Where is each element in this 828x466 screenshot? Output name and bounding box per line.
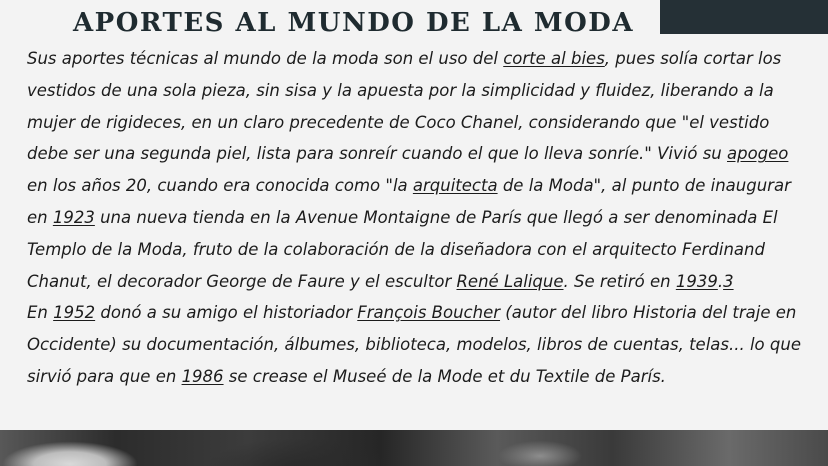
link-1952[interactable]: 1952: [53, 303, 96, 323]
text-segment: , pues solía cortar los vestidos de una sola pieza, sin sisa y la apuesta por la simplicidad y fluidez, liberando a la mujer de rigideces, en un claro precedente de Coco Chanel, considerando que "el vestido debe ser una segunda piel, lista para sonreír cuando el que lo lleva sonríe." Vivió su: [27, 49, 782, 164]
link-apogeo[interactable]: apogeo: [727, 144, 789, 164]
paragraph-aportes: [27, 43, 812, 297]
text-segment: .: [717, 271, 724, 291]
link-1923[interactable]: 1923: [52, 207, 95, 227]
text-segment: Sus aportes técnicas al mundo de la moda son el uso del: [27, 49, 504, 68]
text-segment: (autor del libro Historia del traje en Occidente) su documentación, álbumes, biblioteca, modelos, libros de cuentas, telas... lo que sirvió para que en: [27, 303, 801, 386]
link-reference-3[interactable]: 3: [723, 271, 734, 291]
text-segment: En: [27, 303, 54, 323]
link-francois-boucher[interactable]: François Boucher: [357, 303, 501, 323]
vintage-photo-strip: [0, 430, 828, 466]
paragraph-donacion: [27, 297, 812, 392]
text-segment: donó a su amigo el historiador: [95, 303, 358, 323]
text-segment: en los años 20, cuando era conocida como "la: [27, 176, 413, 196]
link-arquitecta[interactable]: arquitecta: [412, 176, 498, 196]
link-1939[interactable]: 1939: [675, 271, 718, 291]
link-corte-al-bies[interactable]: corte al bies: [503, 49, 605, 68]
slide-title: APORTES AL MUNDO DE LA MODA: [72, 8, 635, 38]
link-1986[interactable]: 1986: [181, 366, 224, 386]
text-segment: de la Moda", al punto de inaugurar en: [27, 176, 791, 227]
text-segment: una nueva tienda en la Avenue Montaigne de París que llegó a ser denominada El Templo de la Moda, fruto de la colaboración de la diseñadora con el arquitecto Ferdinand Chanut, el decorador George de Faure y el escultor: [27, 207, 778, 291]
link-rene-lalique[interactable]: René Lalique: [456, 271, 564, 291]
text-segment: . Se retiró en: [563, 271, 676, 291]
slide-body: [27, 43, 812, 393]
text-segment: se crease el Museé de la Mode et du Textile de París.: [223, 366, 666, 386]
